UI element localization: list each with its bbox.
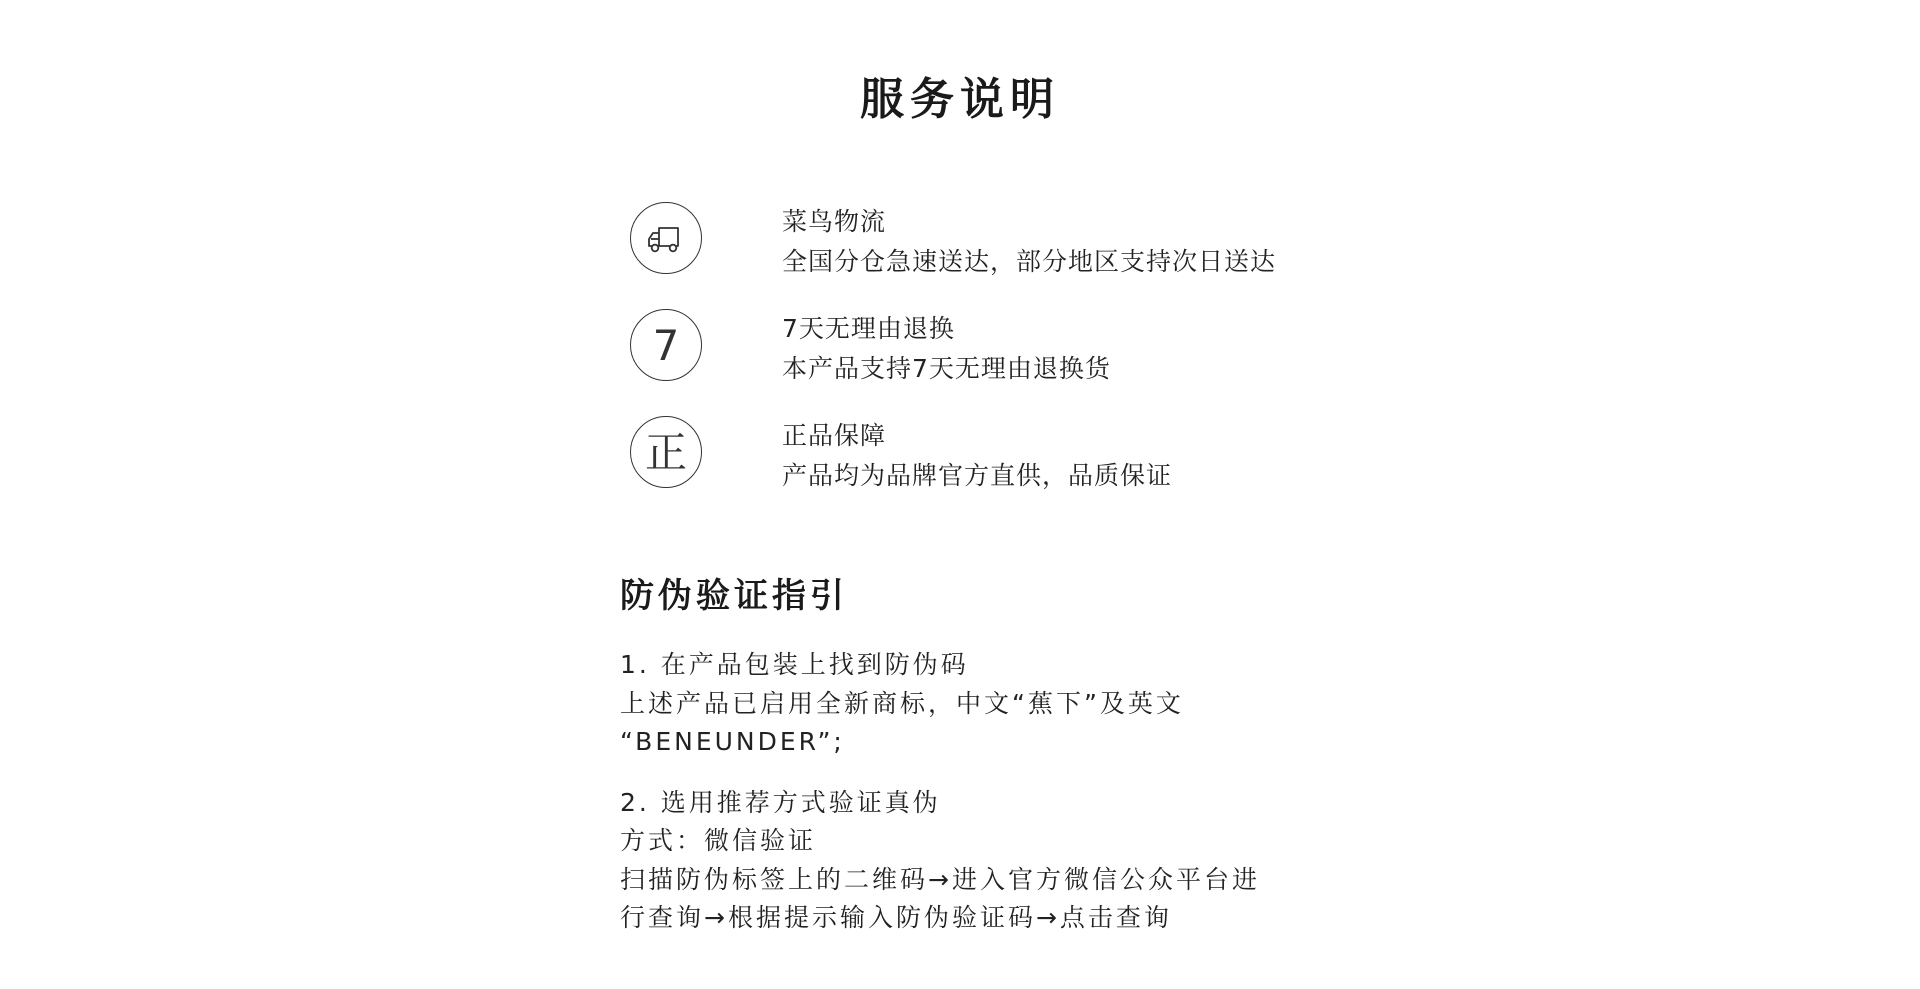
service-desc: 本产品支持7天无理由退换货 <box>782 354 1111 383</box>
page-title: 服务说明 <box>860 74 1060 125</box>
service-item-return <box>630 309 1430 416</box>
step-line: 行查询→根据提示输入防伪验证码→点击查询 <box>620 903 1172 932</box>
truck-icon <box>630 202 702 274</box>
guide-step-1 <box>620 646 1380 762</box>
step-heading: 2. 选用推荐方式验证真伪 <box>620 787 941 817</box>
anti-counterfeit-guide <box>620 568 1380 938</box>
step-heading: 1. 在产品包装上找到防伪码 <box>620 650 969 679</box>
step-line: “BENEUNDER”; <box>620 727 845 756</box>
step-line: 方式：微信验证 <box>620 826 817 855</box>
service-item-genuine <box>630 416 1430 523</box>
service-item-logistics <box>630 202 1430 309</box>
service-desc: 全国分仓急速送达，部分地区支持次日送达 <box>782 247 1277 276</box>
service-list <box>630 202 1430 523</box>
service-text <box>782 202 1276 282</box>
service-title: 正品保障 <box>782 421 887 450</box>
seven-icon-glyph: 7 <box>652 321 680 370</box>
service-title: 菜鸟物流 <box>782 207 887 236</box>
zheng-icon <box>630 416 702 488</box>
service-desc: 产品均为品牌官方直供，品质保证 <box>782 461 1173 490</box>
step-line: 扫描防伪标签上的二维码→进入官方微信公众平台进 <box>620 864 1260 894</box>
service-title: 7天无理由退换 <box>782 314 955 343</box>
step-line: 上述产品已启用全新商标，中文“蕉下”及英文 <box>620 688 1184 718</box>
service-text <box>782 416 1172 496</box>
seven-icon <box>630 309 702 381</box>
guide-title: 防伪验证指引 <box>620 576 848 616</box>
zheng-icon-glyph: 正 <box>644 428 687 477</box>
guide-step-2 <box>620 784 1380 938</box>
service-text <box>782 309 1111 389</box>
